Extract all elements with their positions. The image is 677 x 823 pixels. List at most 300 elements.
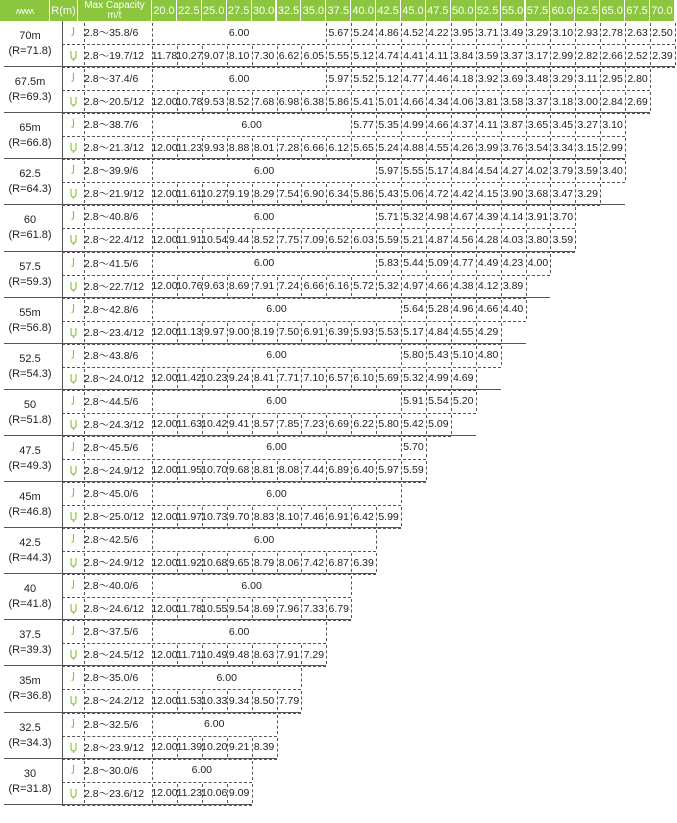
cell-divider [152, 415, 153, 434]
merged-capacity-cell: 12.00 [151, 326, 178, 339]
cell-divider [152, 69, 153, 88]
cell-divider [351, 576, 352, 595]
capacity-cell: 2.78 [602, 26, 623, 39]
boom-length-label [4, 624, 56, 662]
boom-length-label [4, 117, 56, 155]
capacity-cell: 3.65 [527, 118, 549, 131]
crane-hook-double-icon [68, 557, 79, 568]
capacity-cell: 6.05 [303, 49, 325, 62]
capacity-cell: 3.15 [577, 141, 598, 154]
capacity-cell: 7.85 [278, 418, 300, 431]
cell-divider [84, 207, 85, 226]
boom-length: 30 [23, 767, 37, 780]
group-border [62, 298, 63, 344]
crane-hook-icon [68, 396, 79, 407]
merged-capacity-cell: 12.00 [151, 787, 178, 800]
group-border [62, 759, 63, 805]
cell-divider [84, 484, 85, 503]
boom-radius: (R=66.8) [8, 137, 52, 150]
capacity-cell: 4.69 [453, 372, 474, 385]
capacity-cell: 3.00 [577, 95, 598, 108]
cell-divider [501, 323, 502, 342]
capacity-cell: 9.07 [204, 49, 225, 62]
cell-divider [84, 323, 85, 342]
max-capacity-value: 2.8～21.9/12 [84, 188, 145, 201]
cell-divider [84, 530, 85, 549]
capacity-cell: 3.95 [453, 26, 474, 39]
capacity-cell: 5.86 [353, 187, 374, 200]
capacity-cell: 5.70 [403, 441, 424, 454]
capacity-cell: 11.23 [176, 141, 203, 154]
max-capacity-value: 2.8～23.4/12 [84, 326, 145, 339]
boom-radius: (R=41.8) [8, 598, 52, 611]
capacity-cell: 5.67 [328, 26, 349, 39]
boom-length: 67.5m [14, 76, 46, 89]
header-radius-47.5: 47.5 [426, 0, 451, 21]
capacity-cell: 9.21 [228, 741, 250, 754]
max-capacity-value: 2.8～30.0/6 [84, 764, 139, 777]
cell-divider [84, 46, 85, 65]
cell-divider [152, 461, 153, 480]
capacity-cell: 2.82 [577, 49, 598, 62]
capacity-cell: 7.75 [278, 233, 300, 246]
cell-divider [152, 300, 153, 319]
boom-radius: (R=49.3) [8, 459, 52, 472]
capacity-cell: 6.42 [353, 510, 374, 523]
boom-length-label [4, 71, 56, 109]
cell-divider [401, 507, 402, 526]
capacity-cell: 4.29 [477, 326, 499, 339]
crane-hook-icon [68, 488, 79, 499]
cell-divider [152, 115, 153, 134]
cell-divider [84, 438, 85, 457]
cell-divider [252, 784, 253, 803]
cell-divider [84, 507, 85, 526]
capacity-cell: 3.99 [477, 141, 499, 154]
header-max-capacity-unit: m/t [107, 9, 122, 21]
capacity-cell: 7.29 [303, 648, 325, 661]
capacity-cell: 4.49 [477, 257, 499, 270]
boom-radius: (R=51.8) [8, 413, 52, 426]
max-capacity-value: 2.8～24.0/12 [84, 372, 145, 385]
cell-divider [326, 645, 327, 664]
cell-divider [84, 184, 85, 203]
max-capacity-value: 2.8～44.5/6 [84, 395, 139, 408]
capacity-cell: 3.92 [477, 72, 499, 85]
cell-divider [152, 46, 153, 65]
capacity-cell: 5.06 [403, 187, 424, 200]
capacity-cell: 9.68 [228, 464, 250, 477]
capacity-cell: 9.93 [204, 141, 225, 154]
crane-hook-icon [68, 534, 79, 545]
capacity-cell: 5.09 [428, 418, 449, 431]
header-radius-55.0: 55.0 [501, 0, 526, 21]
capacity-cell: 3.29 [552, 72, 574, 85]
capacity-cell: 2.66 [602, 49, 623, 62]
cell-divider [84, 254, 85, 273]
capacity-cell: 4.97 [403, 280, 424, 293]
crane-hook-double-icon [68, 327, 79, 338]
capacity-cell: 3.18 [552, 95, 574, 108]
boom-length: 70m [19, 30, 41, 43]
cell-divider [152, 184, 153, 203]
header-radius-35.0: 35.0 [301, 0, 326, 21]
capacity-cell: 6.12 [328, 141, 349, 154]
merged-capacity-cell: 6.00 [266, 441, 287, 454]
cell-divider [550, 254, 551, 273]
merged-capacity-cell: 12.00 [151, 372, 178, 385]
capacity-cell: 10.68 [201, 556, 228, 569]
boom-radius: (R=34.3) [8, 736, 52, 749]
max-capacity-value: 2.8～24.9/12 [84, 464, 145, 477]
cell-divider [152, 92, 153, 111]
capacity-cell: 4.28 [477, 233, 499, 246]
capacity-cell: 5.32 [378, 280, 399, 293]
capacity-cell: 4.46 [428, 72, 449, 85]
capacity-cell: 6.10 [353, 372, 374, 385]
cell-divider [152, 622, 153, 641]
capacity-cell: 3.34 [552, 141, 574, 154]
cell-divider [84, 392, 85, 411]
capacity-cell: 11.95 [176, 464, 203, 477]
boom-length-label [4, 348, 56, 386]
capacity-cell: 9.09 [228, 787, 250, 800]
crane-hook-double-icon [68, 695, 79, 706]
capacity-cell: 8.69 [228, 280, 250, 293]
capacity-cell: 4.15 [477, 187, 499, 200]
cell-divider [426, 461, 427, 480]
header-radius-42.5: 42.5 [376, 0, 401, 21]
capacity-cell: 6.90 [303, 187, 325, 200]
capacity-cell: 9.63 [204, 280, 225, 293]
capacity-cell: 3.76 [502, 141, 524, 154]
cell-divider [84, 738, 85, 757]
boom-length-label [4, 25, 56, 63]
boom-length-label [4, 578, 56, 616]
capacity-cell: 4.11 [478, 118, 498, 131]
capacity-cell: 8.52 [228, 95, 250, 108]
group-border [62, 482, 63, 528]
boom-radius: (R=56.8) [8, 321, 52, 334]
cell-divider [84, 668, 85, 687]
cell-divider [84, 346, 85, 365]
capacity-cell: 10.27 [176, 49, 203, 62]
capacity-cell: 3.10 [602, 118, 623, 131]
crane-hook-double-icon [68, 188, 79, 199]
cell-divider [426, 438, 427, 457]
capacity-cell: 5.77 [353, 118, 374, 131]
merged-capacity-cell: 12.00 [151, 694, 178, 707]
capacity-cell: 11.42 [176, 372, 203, 385]
capacity-cell: 6.39 [328, 326, 349, 339]
crane-hook-icon [68, 350, 79, 361]
capacity-cell: 3.80 [527, 233, 549, 246]
max-capacity-value: 2.8～45.0/6 [84, 488, 139, 501]
capacity-cell: 3.59 [577, 164, 598, 177]
boom-length: 45m [19, 491, 41, 504]
crane-hook-double-icon [68, 788, 79, 799]
capacity-cell: 6.91 [303, 326, 325, 339]
capacity-cell: 6.79 [328, 602, 349, 615]
group-border [62, 113, 63, 159]
row-divider [62, 805, 252, 806]
capacity-cell: 8.57 [253, 418, 275, 431]
capacity-cell: 10.27 [201, 187, 228, 200]
capacity-cell: 5.72 [353, 280, 374, 293]
cell-divider [301, 691, 302, 710]
capacity-cell: 4.18 [453, 72, 474, 85]
crane-hook-double-icon [68, 649, 79, 660]
capacity-cell: 6.62 [278, 49, 300, 62]
capacity-cell: 4.03 [502, 233, 524, 246]
capacity-cell: 5.09 [428, 257, 449, 270]
max-capacity-value: 2.8～42.5/6 [84, 534, 139, 547]
cell-divider [152, 553, 153, 572]
crane-hook-double-icon [68, 373, 79, 384]
capacity-cell: 4.56 [453, 233, 474, 246]
capacity-cell: 7.42 [303, 556, 325, 569]
boom-radius: (R=71.8) [8, 45, 52, 58]
capacity-cell: 6.40 [353, 464, 374, 477]
cell-divider [650, 69, 651, 88]
merged-capacity-cell: 12.00 [151, 510, 178, 523]
capacity-cell: 3.79 [552, 164, 574, 177]
capacity-cell: 2.69 [627, 95, 648, 108]
capacity-cell: 4.06 [453, 95, 474, 108]
capacity-cell: 4.54 [477, 164, 499, 177]
cell-divider [277, 715, 278, 734]
header-radius-22.5: 22.5 [177, 0, 202, 21]
boom-radius: (R=54.3) [8, 367, 52, 380]
capacity-cell: 2.84 [602, 95, 623, 108]
max-capacity-value: 2.8～41.5/6 [84, 257, 139, 270]
capacity-cell: 9.24 [228, 372, 250, 385]
capacity-cell: 8.08 [278, 464, 300, 477]
cell-divider [675, 46, 676, 65]
max-capacity-value: 2.8～24.6/12 [84, 603, 145, 616]
cell-divider [84, 691, 85, 710]
boom-length: 42.5 [19, 537, 41, 550]
capacity-cell: 8.81 [253, 464, 275, 477]
boom-radius: (R=61.8) [8, 229, 52, 242]
header-radius-70.0: 70.0 [650, 0, 675, 21]
header-radius-27.5: 27.5 [227, 0, 252, 21]
crane-hook-double-icon [68, 281, 79, 292]
cell-divider [152, 715, 153, 734]
merged-capacity-cell: 12.00 [151, 741, 178, 754]
capacity-cell: 3.70 [552, 210, 574, 223]
crane-hook-double-icon [68, 603, 79, 614]
capacity-cell: 11.13 [176, 326, 203, 339]
cell-divider [152, 576, 153, 595]
group-border [62, 390, 63, 436]
capacity-cell: 4.77 [403, 72, 424, 85]
capacity-cell: 4.98 [428, 210, 449, 223]
cell-divider [84, 645, 85, 664]
cell-divider [152, 784, 153, 803]
max-capacity-value: 2.8～22.7/12 [84, 280, 145, 293]
capacity-cell: 4.14 [502, 210, 524, 223]
header-radius-32.5: 32.5 [277, 0, 302, 21]
cell-divider [326, 622, 327, 641]
header-max-capacity [78, 0, 152, 21]
capacity-cell: 8.83 [253, 510, 275, 523]
capacity-cell: 9.97 [204, 326, 225, 339]
max-capacity-value: 2.8～20.5/12 [84, 96, 145, 109]
capacity-cell: 5.64 [403, 303, 424, 316]
crane-hook-icon [68, 258, 79, 269]
max-capacity-value: 2.8～23.9/12 [84, 741, 145, 754]
crane-hook-double-icon [68, 50, 79, 61]
capacity-cell: 4.84 [453, 164, 474, 177]
capacity-cell: 3.48 [527, 72, 549, 85]
capacity-cell: 11.92 [176, 556, 203, 569]
capacity-cell: 5.32 [403, 372, 424, 385]
capacity-cell: 8.79 [253, 556, 275, 569]
capacity-cell: 6.66 [303, 141, 325, 154]
capacity-cell: 3.59 [477, 49, 499, 62]
merged-capacity-cell: 6.00 [191, 764, 213, 777]
capacity-cell: 4.99 [403, 118, 424, 131]
capacity-cell: 9.53 [204, 95, 225, 108]
capacity-cell: 4.23 [502, 257, 524, 270]
capacity-cell: 5.01 [378, 95, 399, 108]
capacity-cell: 4.66 [428, 118, 449, 131]
capacity-cell: 9.48 [228, 648, 250, 661]
capacity-cell: 10.06 [201, 787, 228, 800]
group-border [62, 205, 63, 251]
capacity-cell: 5.17 [428, 164, 449, 177]
merged-capacity-cell: 12.00 [151, 602, 178, 615]
capacity-cell: 7.91 [253, 280, 275, 293]
boom-length-label [4, 763, 56, 801]
boom-length-label [4, 256, 56, 294]
merged-capacity-cell: 6.00 [228, 72, 250, 85]
capacity-cell: 7.50 [278, 326, 300, 339]
capacity-cell: 3.59 [552, 233, 574, 246]
boom-radius: (R=69.3) [8, 91, 52, 104]
cell-divider [152, 761, 153, 780]
boom-length: 57.5 [19, 260, 41, 273]
capacity-cell: 11.63 [176, 418, 203, 431]
capacity-cell: 5.97 [378, 164, 399, 177]
capacity-cell: 7.30 [253, 49, 275, 62]
capacity-cell: 6.57 [328, 372, 349, 385]
capacity-cell: 4.12 [477, 280, 499, 293]
max-capacity-value: 2.8～24.2/12 [84, 695, 145, 708]
capacity-cell: 12.00 [151, 141, 178, 154]
cell-divider [152, 23, 153, 42]
capacity-cell: 5.65 [353, 141, 374, 154]
capacity-cell: 9.44 [228, 233, 250, 246]
capacity-cell: 4.74 [378, 49, 399, 62]
capacity-cell: 2.95 [602, 72, 623, 85]
capacity-cell: 5.43 [428, 349, 449, 362]
boom-radius: (R=36.8) [8, 690, 52, 703]
capacity-cell: 4.40 [502, 303, 524, 316]
capacity-cell: 5.80 [378, 418, 399, 431]
capacity-cell: 7.54 [278, 187, 300, 200]
capacity-cell: 11.71 [176, 648, 203, 661]
cell-divider [476, 369, 477, 388]
capacity-cell: 3.68 [527, 187, 549, 200]
capacity-cell: 3.47 [552, 187, 574, 200]
merged-capacity-cell: 6.00 [228, 26, 250, 39]
boom-radius: (R=39.3) [8, 644, 52, 657]
cell-divider [84, 92, 85, 111]
boom-radius: (R=44.3) [8, 552, 52, 565]
merged-capacity-cell: 6.00 [253, 533, 275, 546]
crane-hook-icon [68, 119, 79, 130]
cell-divider [84, 369, 85, 388]
capacity-cell: 5.52 [353, 72, 374, 85]
cell-divider [84, 300, 85, 319]
capacity-cell: 3.40 [602, 164, 623, 177]
max-capacity-value: 2.8～45.5/6 [84, 441, 139, 454]
capacity-cell: 11.78 [176, 602, 203, 615]
crane-hook-icon [68, 672, 79, 683]
cell-divider [152, 484, 153, 503]
cell-divider [625, 115, 626, 134]
capacity-cell: 7.10 [303, 372, 325, 385]
boom-length: 32.5 [19, 721, 41, 734]
capacity-cell: 3.90 [502, 187, 524, 200]
merged-capacity-cell: 12.00 [151, 280, 178, 293]
group-border [62, 713, 63, 759]
cell-divider [675, 23, 676, 42]
capacity-cell: 5.12 [378, 72, 399, 85]
cell-divider [575, 230, 576, 249]
group-border [62, 666, 63, 712]
cell-divider [152, 668, 153, 687]
group-border [62, 344, 63, 390]
capacity-cell: 11.39 [176, 741, 203, 754]
max-capacity-value: 2.8～42.8/6 [84, 303, 139, 316]
capacity-cell: 4.27 [502, 164, 524, 177]
cell-divider [152, 207, 153, 226]
capacity-cell: 5.99 [378, 510, 399, 523]
capacity-cell: 5.17 [403, 326, 424, 339]
boom-length-label [4, 209, 56, 247]
merged-capacity-cell: 12.00 [151, 648, 178, 661]
capacity-cell: 5.91 [403, 395, 424, 408]
capacity-cell: 8.39 [253, 741, 275, 754]
merged-capacity-cell: 6.00 [266, 349, 287, 362]
group-border [62, 574, 63, 620]
cell-divider [84, 415, 85, 434]
capacity-cell: 4.88 [403, 141, 424, 154]
boom-length: 52.5 [19, 352, 41, 365]
capacity-cell: 2.99 [552, 49, 574, 62]
boom-radius: (R=64.3) [8, 183, 52, 196]
capacity-cell: 8.88 [228, 141, 250, 154]
merged-capacity-cell: 6.00 [253, 257, 275, 270]
header-radius-label: R(m) [50, 0, 78, 21]
capacity-cell: 4.99 [428, 372, 449, 385]
cell-divider [451, 415, 452, 434]
capacity-cell: 5.42 [403, 418, 424, 431]
group-border [62, 159, 63, 205]
boom-length-label [4, 670, 56, 708]
capacity-cell: 7.68 [253, 95, 275, 108]
cell-divider [152, 438, 153, 457]
header-radius-20.0: 20.0 [152, 0, 177, 21]
capacity-cell: 7.79 [278, 694, 300, 707]
capacity-cell: 11.61 [176, 187, 203, 200]
capacity-cell: 9.19 [228, 187, 250, 200]
capacity-cell: 4.80 [477, 349, 499, 362]
capacity-cell: 5.83 [378, 257, 399, 270]
